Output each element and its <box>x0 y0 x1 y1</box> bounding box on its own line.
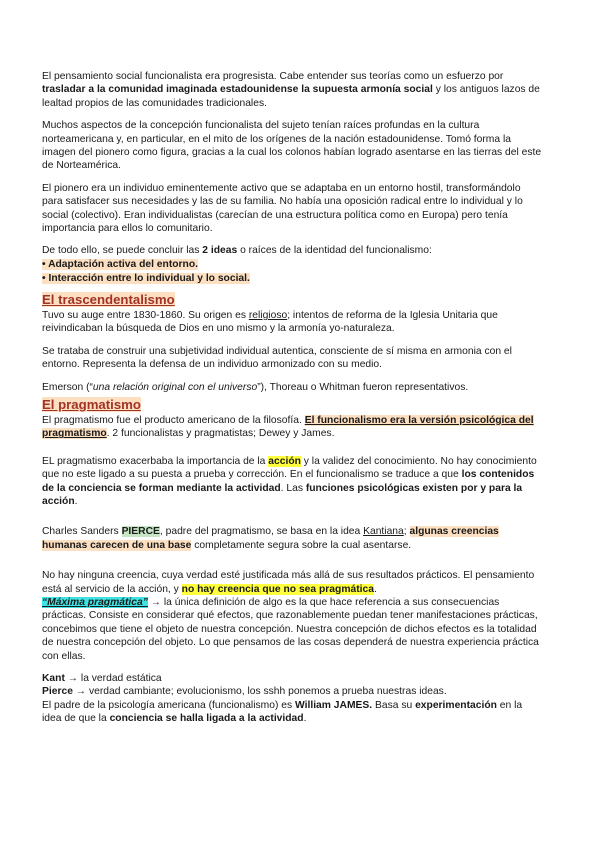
bullet-list <box>42 258 542 286</box>
bold-text: Pierce <box>42 686 73 698</box>
highlighted-text: El funcionalismo era la versión psicológica del pragmatismo <box>42 414 534 440</box>
text: en la idea de que la <box>42 699 523 725</box>
highlighted-text: “Máxima pragmática” <box>42 596 148 608</box>
text: → verdad cambiante; evolucionismo, los sshh ponemos a prueba nuestras ideas. <box>72 686 447 698</box>
bullet-text: • Interacción entre lo individual y lo social. <box>42 272 250 284</box>
highlighted-text: PIERCE <box>121 526 160 538</box>
text: . <box>373 583 377 595</box>
paragraph-emerson <box>42 381 542 394</box>
paragraph-pragmatismo-producto <box>42 414 542 441</box>
bold-text: 2 ideas <box>202 245 238 257</box>
text: ”), Thoreau o Whitman fueron representativos. <box>257 381 469 393</box>
text: completamente segura sobre la cual asentarse. <box>191 539 412 551</box>
heading-text: El trascendentalismo <box>42 291 175 307</box>
text: Tuvo su auge entre 1830-1860. Su origen es <box>42 309 249 321</box>
paragraph-pionero-mito: Muchos aspectos de la concepción funcionalista del sujeto tenían raíces profundas en la cultura norteamericana y, en particular, en el mito de los orígenes de la nación estadounidense. Tomó forma la imagen del pionero como figura, gracias a la cual los colonos habían logrado asentarse en las tierras del este de Norteamérica. <box>42 120 542 172</box>
text: El pragmatismo fue el producto americano de la filosofía. <box>42 414 305 426</box>
paragraph-conclusion <box>42 244 542 257</box>
text: , padre del pragmatismo, se basa en la idea <box>159 526 364 538</box>
underlined-text: Kantiana <box>363 526 404 538</box>
highlighted-text: acción <box>268 455 301 467</box>
bullet-item <box>42 272 542 286</box>
underlined-text: religioso <box>248 309 288 321</box>
paragraph-progresista <box>42 70 542 110</box>
text: ; <box>403 526 410 538</box>
text: EL pragmatismo exacerbaba la importancia de la <box>42 455 269 467</box>
bullet-text: • Adaptación activa del entorno. <box>42 258 198 270</box>
text: o raíces de la identidad del funcionalismo: <box>237 245 432 257</box>
text: Basa su <box>372 699 416 711</box>
text: No hay ninguna creencia, cuya verdad esté justificada más allá de sus resultados prácticos. El pensamiento está al servicio de la acción, y <box>42 570 535 595</box>
bold-text: Kant <box>42 673 65 684</box>
bold-text: conciencia se halla ligada a la actividad <box>109 713 304 725</box>
paragraph-accion <box>42 455 542 509</box>
heading-text: El pragmatismo <box>42 396 141 412</box>
bold-text: William JAMES. <box>294 699 373 711</box>
text: De todo ello, se puede concluir las <box>42 245 203 257</box>
text: → la única definición de algo es la que hace referencia a sus consecuencias prácticas. Consiste en considerar qué efectos, que razonablemente puedan tener manifestaciones prácticas, concebimos que tiene el objeto de nuestra concepción. Nuestra concepción de dichos efectos es la totalidad de nuestra concepción del objeto. Lo que pensamos de las cosas dependerá de nuestra experiencia práctica con ellas. <box>42 596 539 662</box>
text: . <box>74 495 78 507</box>
paragraph-pierce <box>42 525 542 552</box>
bold-text: los contenidos de la conciencia se forman mediante la actividad <box>42 469 535 494</box>
text: . <box>303 713 307 725</box>
italic-quote: una relación original con el universo <box>92 381 258 393</box>
paragraph-subjetividad: Se trataba de construir una subjetividad individual autentica, consciente de sí misma en armonia con el entorno. Representa la defensa de un individuo armonizado con su medio. <box>42 345 512 371</box>
highlighted-text: algunas creencias humanas carecen de una base <box>42 526 499 551</box>
text: Emerson (“ <box>42 381 93 393</box>
text: y los antiguos lazos de lealtad propios de las comunidades tradicionales. <box>42 84 540 109</box>
text: Charles Sanders <box>42 526 122 538</box>
text: El padre de la psicología americana (funcionalismo) es <box>42 699 295 711</box>
text: ; intentos de reforma de la Iglesia Unitaria que reivindicaban la búsqueda de Dios en uno mismo y la armonía yo-naturaleza. <box>42 309 498 335</box>
heading-pragmatismo <box>42 397 542 412</box>
document-page <box>42 70 542 726</box>
paragraph-pionero-activo: El pionero era un individuo eminentemente activo que se adaptaba en un entorno hostil, transformándolo para satisfacer sus necesidades y las de su familia. No había una oposición radical entre lo individual y lo social (colectivo). Eran individualistas (carecían de una estructura política como en Europa) pero tenía importancia para ellos lo comunitario. <box>42 182 523 235</box>
paragraph-kant-pierce <box>42 672 542 726</box>
bold-text: experimentación <box>415 699 497 711</box>
bold-text: funciones psicológicas existen por y para la acción <box>42 482 523 507</box>
text: y la validez del conocimiento. No hay conocimiento que no este ligado a su puesta a prueba y corrección. En el funcionalismo se traduce a que <box>42 455 537 481</box>
text: . Las <box>280 482 306 494</box>
text: El pensamiento social funcionalista era progresista. Cabe entender sus teorías como un esfuerzo por <box>42 71 504 82</box>
text: . 2 funcionalistas y pragmatistas; Dewey y James. <box>106 428 335 440</box>
heading-trascendentalismo <box>42 292 542 307</box>
text: → la verdad estática <box>64 673 162 684</box>
paragraph-creencia <box>42 569 542 663</box>
bold-text: trasladar a la comunidad imaginada estadounidense la supuesta armonía social <box>42 84 433 96</box>
bullet-item <box>42 258 542 272</box>
paragraph-auge <box>42 309 542 336</box>
highlighted-text: no hay creencia que no sea pragmática <box>181 583 374 595</box>
